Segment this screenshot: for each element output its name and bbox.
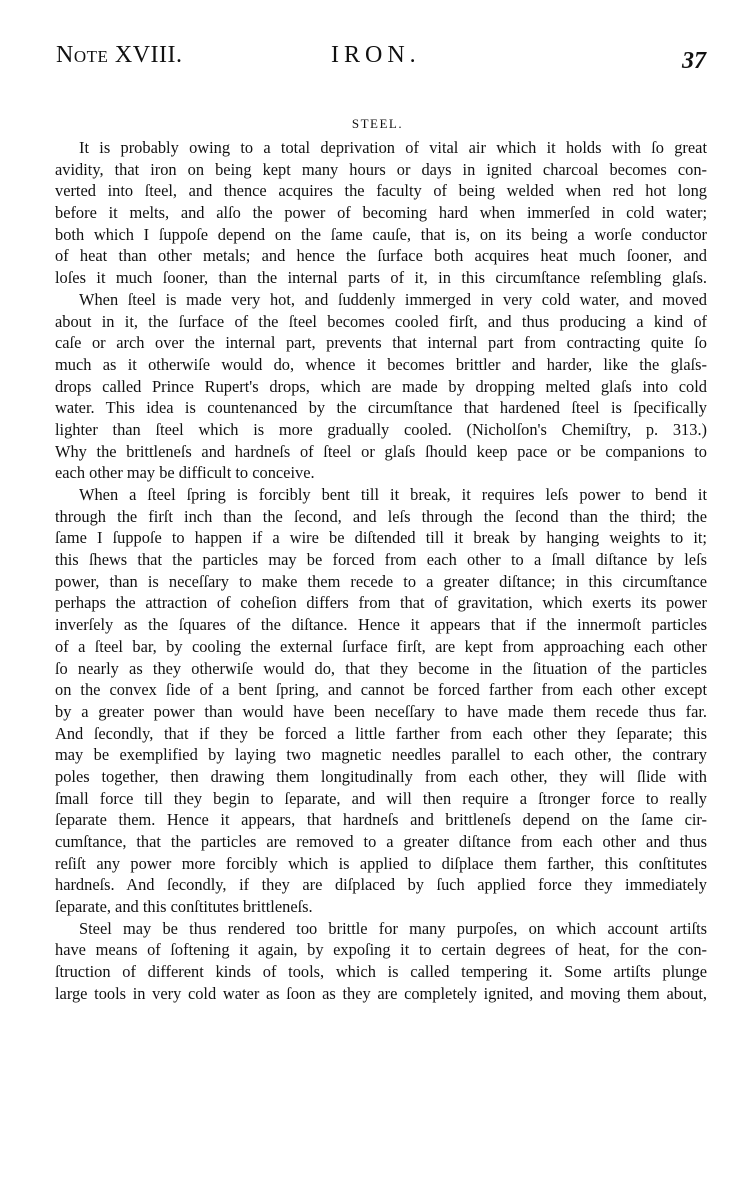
text-line: loſes it much ſooner, than the internal parts of it, in this circumſtance reſembling glaſs. xyxy=(55,268,707,288)
text-line: verted into ſteel, and thence acquires the faculty of being welded when red hot long xyxy=(55,181,707,201)
text-line: much as it otherwiſe would do, whence it becomes brittler and harder, like the glaſs- xyxy=(55,354,707,374)
text-line: hardneſs. And ſecondly, if they are diſplaced by ſuch applied force they immediately xyxy=(55,875,707,895)
text-line: both which I ſuppoſe depend on the ſame cauſe, that is, on its being a worſe conductor xyxy=(55,224,707,244)
body-text xyxy=(55,137,707,1005)
text-line: ſtruction of different kinds of tools, which is called tempering it. Some artiſts plunge xyxy=(55,962,707,982)
text-line: ſeparate, and this conſtitutes brittleneſs. xyxy=(55,897,313,917)
text-line: avidity, that iron on being kept many hours or days in ignited charcoal becomes con- xyxy=(55,159,707,179)
text-line: before it melts, and alſo the power of becoming hard when immerſed in cold water; xyxy=(55,203,707,223)
text-line: poles together, then drawing them longitudinally from each other, they will ſlide with xyxy=(55,766,707,786)
text-line: ſame I ſuppoſe to happen if a wire be diſtended till it break by hanging weights to it; xyxy=(55,528,707,548)
text-line: caſe or arch over the internal part, prevents that internal part from contracting quite ſo xyxy=(55,333,707,353)
text-line: about in it, the ſurface of the ſteel becomes cooled firſt, and thus producing a kind of xyxy=(55,311,707,331)
text-line: inverſely as the ſquares of the diſtance. Hence it appears that if the innermoſt particles xyxy=(55,615,707,635)
note-label: Note XVIII. xyxy=(56,42,183,68)
section-heading: STEEL. xyxy=(351,116,404,131)
text-line: of heat than other metals; and hence the ſurface both acquires heat much ſooner, and xyxy=(55,246,707,266)
chapter-title: IRON. xyxy=(331,42,421,68)
text-line: It is probably owing to a total deprivation of vital air which it holds with ſo great xyxy=(79,138,707,157)
text-line: ſeparate them. Hence it appears, that hardneſs and brittleneſs depend on the ſame cir- xyxy=(55,810,707,830)
text-line: this ſhews that the particles may be forced from each other to a ſmall diſtance by leſs xyxy=(55,550,707,570)
text-line: power, than is neceſſary to make them recede to a greater diſtance; in this circumſtance xyxy=(55,571,707,591)
text-line: And ſecondly, that if they be forced a little farther from each other they ſeparate; this xyxy=(55,723,707,743)
text-line: ſmall force till they begin to ſeparate, and will then require a ſtronger force to really xyxy=(55,788,707,808)
text-line: perhaps the attraction of coheſion differs from that of gravitation, which exerts its power xyxy=(55,593,707,613)
text-line: Steel may be thus rendered too brittle for many purpoſes, on which account artiſts xyxy=(79,918,707,938)
text-line: by a greater power than would have been neceſſary to have made them recede thus far. xyxy=(55,701,707,721)
text-line: Why the brittleneſs and hardneſs of ſteel or glaſs ſhould keep pace or be companions to xyxy=(55,441,707,461)
text-line: on the convex ſide of a bent ſpring, and cannot be forced farther from each other except xyxy=(55,680,707,700)
text-line: have means of ſoftening it again, by expoſing it to certain degrees of heat, for the con- xyxy=(55,940,707,960)
text-line: reſiſt any power more forcibly which is applied to diſplace them farther, this conſtitutes xyxy=(55,853,707,873)
text-line: ſo nearly as they otherwiſe would do, that they become in the ſituation of the particles xyxy=(55,658,707,678)
text-line: cumſtance, that the particles are removed to a greater diſtance from each other and thus xyxy=(55,832,707,851)
text-line: of a ſteel bar, by cooling the external ſurface firſt, are kept from approaching each other xyxy=(55,636,707,656)
text-line: lighter than ſteel which is more gradually cooled. (Nicholſon's Chemiſtry, p. 313.) xyxy=(55,419,707,439)
text-line: may be exemplified by laying two magnetic needles parallel to each other, the contrary xyxy=(55,745,707,765)
text-line: drops called Prince Rupert's drops, which are made by dropping melted glaſs into cold xyxy=(55,376,707,396)
page-number: 37 xyxy=(682,48,706,74)
text-line: each other may be difficult to conceive. xyxy=(55,463,315,483)
text-line: large tools in very cold water as ſoon as they are completely ignited, and moving them about, xyxy=(55,983,707,1003)
text-line: When a ſteel ſpring is forcibly bent till it break, it requires leſs power to bend it xyxy=(79,485,707,504)
text-line: When ſteel is made very hot, and ſuddenly immerged in very cold water, and moved xyxy=(79,289,707,309)
text-line: through the firſt inch than the ſecond, and leſs through the ſecond than the third; the xyxy=(55,506,707,526)
text-line: water. This idea is countenanced by the circumſtance that hardened ſteel is ſpecifically xyxy=(55,398,707,418)
running-head xyxy=(56,42,706,78)
